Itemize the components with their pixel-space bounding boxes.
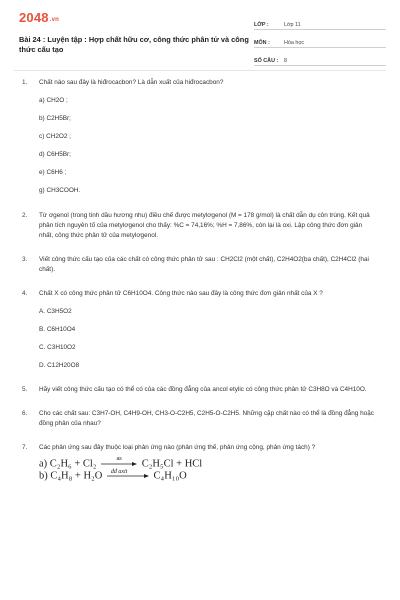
meta-label: LỚP :: [254, 22, 269, 28]
meta-row-subject: [254, 34, 386, 48]
answer-option: a) CH2O ;: [39, 97, 68, 104]
question-1: [22, 78, 378, 88]
question-number: 2.: [22, 212, 28, 219]
question-text: Hãy viết công thức cấu tạo có thể có của các đồng đẳng của ancol etylic có công thức phân tử C3H8O và C4H10O.: [39, 386, 367, 393]
header-divider: [14, 70, 386, 71]
header: [14, 8, 386, 68]
answer-option: c) CH2O2 ;: [39, 133, 71, 140]
question-number: 3.: [22, 256, 28, 263]
question-number: 6.: [22, 410, 28, 417]
meta-value: 8: [284, 58, 287, 64]
equation-lhs: b) C₄H₈ + H₂O: [39, 470, 103, 482]
question-7: [22, 443, 378, 453]
site-logo[interactable]: 2048.vn: [19, 10, 60, 25]
question-text: Cho các chất sau: C3H7-OH, C4H9-OH, CH3-O-C2H5, C2H5-O-C2H5. Những cặp chất nào có thể là đồng đẳng hoặc đồng phân của nhau?: [39, 410, 374, 427]
equation-lhs: a) C₂H₆ + Cl₂: [39, 458, 97, 470]
answer-option: A. C3H5O2: [39, 308, 72, 315]
meta-table: [254, 16, 386, 70]
answer-option: C. C3H10O2: [39, 344, 76, 351]
answer-option: D. C12H20O8: [39, 362, 80, 369]
question-text: Viết công thức cấu tạo của các chất có công thức phân tử sau : CH2Cl2 (một chất), C2H4O2(ba chất), C2H4Cl2 (hai chất).: [39, 256, 369, 273]
reaction-arrow-icon: [107, 471, 149, 481]
question-number: 1.: [22, 79, 28, 86]
equation-rhs: C₂H₅Cl + HCl: [141, 458, 203, 470]
equation-rhs: C₄H₁₀O: [153, 470, 187, 482]
answer-option: b) C2H5Br;: [39, 115, 71, 122]
equation-a: [22, 456, 378, 475]
question-number: 5.: [22, 386, 28, 393]
question-4: [22, 289, 378, 299]
question-number: 4.: [22, 290, 28, 297]
question-2: [22, 211, 378, 241]
question-text: Các phản ứng sau đây thuộc loại phản ứng nào (phản ứng thế, phản ứng cộng, phản ứng tách) ?: [39, 444, 316, 451]
question-list: [22, 78, 378, 482]
answer-option: e) C6H6 ;: [39, 169, 67, 176]
answer-option: B. C6H10O4: [39, 326, 76, 333]
meta-label: SỐ CÂU :: [254, 58, 279, 64]
question-text: Chất X có công thức phân tử C6H10O4. Công thức nào sau đây là công thức đơn giản nhất của X ?: [39, 290, 323, 297]
meta-value: Hóa học: [284, 40, 305, 46]
meta-value: Lớp 11: [284, 22, 301, 28]
reaction-condition: as: [116, 456, 122, 462]
page-title: Bài 24 : Luyện tập : Hợp chất hữu cơ, công thức phân tử và công thức cấu tạo: [19, 35, 249, 54]
meta-row-count: [254, 52, 386, 66]
answer-option: d) C6H5Br;: [39, 151, 71, 158]
question-5: [22, 385, 378, 395]
answer-option: g) CH3COOH.: [39, 187, 81, 194]
question-3: [22, 255, 378, 275]
question-text: Từ ơgenol (trong tinh dầu hương nhu) điều chế được metylơgenol (M = 178 g/mol) là chất dẫn dụ côn trùng. Kết quả phân tích nguyên tố của metylơgenol cho thấy: %C = 74,16%; %H = 7,86%, còn lại là oxi. Lập công thức đơn giản nhất, công thức phân tử của metylơgenol.: [39, 212, 370, 239]
question-number: 7.: [22, 444, 28, 451]
question-text: Chất nào sau đây là hiđrocacbon? Là dẫn xuất của hiđrocacbon?: [39, 79, 224, 86]
meta-row-class: [254, 16, 386, 30]
question-6: [22, 409, 378, 429]
meta-label: MÔN :: [254, 40, 270, 46]
reaction-condition: đđ axit: [110, 469, 128, 475]
equation-b: [22, 471, 378, 481]
reaction-arrow-icon: [101, 456, 137, 475]
